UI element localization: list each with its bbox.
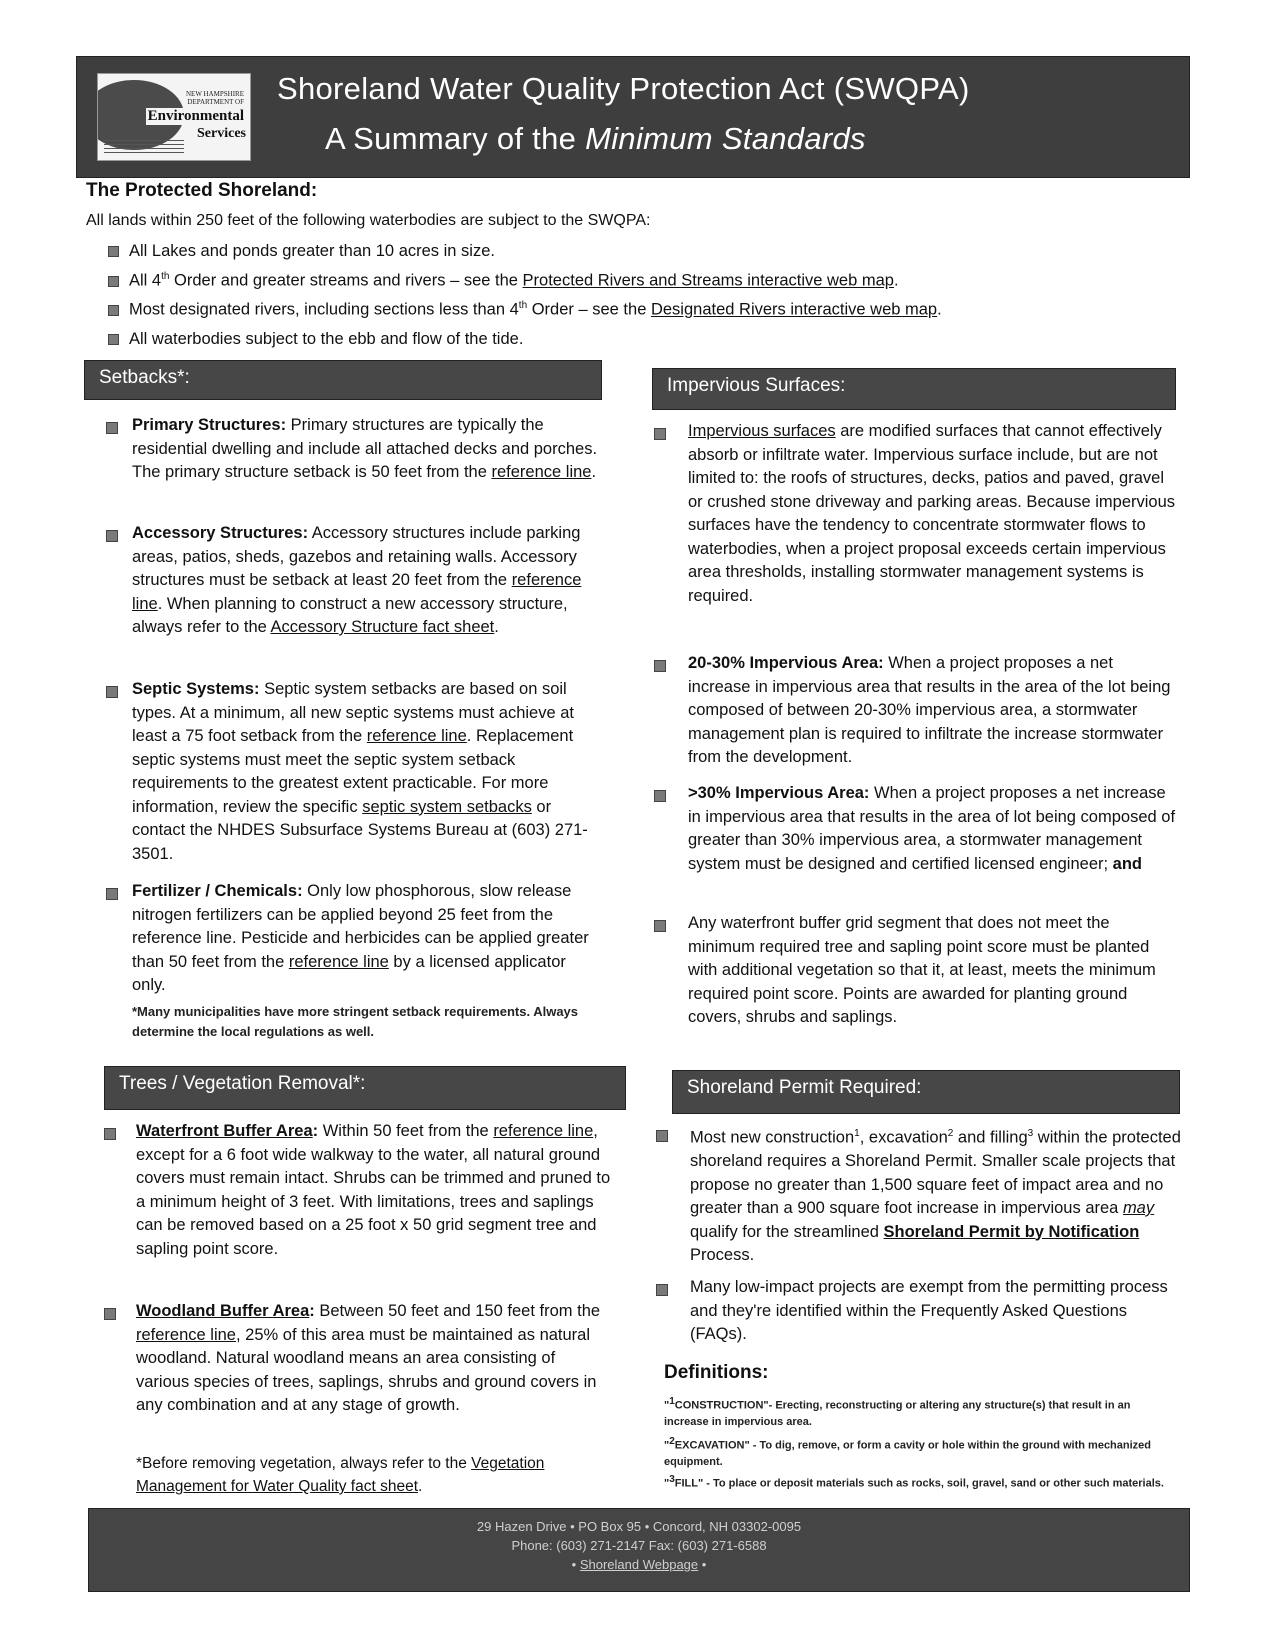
body-text: *Before removing vegetation, always refer to the bbox=[136, 1455, 472, 1472]
def-quote: " bbox=[664, 1399, 670, 1412]
superscript: 2 bbox=[947, 1128, 954, 1139]
impervious-over-30-paragraph bbox=[688, 782, 1178, 876]
body-text: Only low phosphorous, slow release nitrogen fertilizers can be applied beyond 25 feet from the reference line. Pesticide and herbicides can be applied greater than 50 feet from the bbox=[132, 882, 589, 971]
setbacks-footnote: *Many municipalities have more stringent setback requirements. Always determine the local regulations as well. bbox=[132, 1004, 579, 1039]
term-label: Primary Structures: bbox=[132, 416, 287, 434]
bullet-icon bbox=[654, 660, 666, 672]
designated-rivers-map-link[interactable]: Designated Rivers interactive web map bbox=[650, 300, 938, 319]
title-line2 bbox=[325, 121, 1125, 157]
footer-address: 29 Hazen Drive • PO Box 95 • Concord, NH 03302-0095 bbox=[476, 1519, 802, 1534]
body-text: , except for a 6 foot wide walkway to the water, all natural ground covers must remain intact. Shrubs can be trimmed and pruned to a minimum height of 3 feet. With limitations, trees and saplings can be removed based on a 25 foot x 50 grid segment tree and sapling point score. bbox=[136, 1122, 611, 1258]
shoreland-permit-section-header: Shoreland Permit Required: bbox=[672, 1070, 1180, 1114]
bullet-icon bbox=[106, 530, 118, 542]
header-banner bbox=[76, 56, 1190, 178]
waterfront-buffer-area-link[interactable]: Waterfront Buffer Area bbox=[136, 1122, 313, 1140]
protected-rivers-map-link[interactable]: Protected Rivers and Streams interactive web map bbox=[522, 271, 894, 290]
impervious-surfaces-link[interactable]: Impervious surfaces bbox=[688, 422, 836, 440]
item-text: All waterbodies subject to the ebb and flow of the tide. bbox=[129, 330, 524, 348]
reference-line-link[interactable]: reference line bbox=[491, 463, 592, 481]
protected-shoreland-heading: The Protected Shoreland: bbox=[86, 180, 318, 201]
impervious-surfaces-section-header: Impervious Surfaces: bbox=[652, 368, 1176, 410]
bullet-icon bbox=[108, 246, 119, 257]
primary-structures-paragraph bbox=[132, 414, 602, 485]
body-text: are modified surfaces that cannot effectively absorb or infiltrate water. Impervious surface include, but are not limited to: the roofs of structures, decks, patios and paved, gravel or crushed stone driveway and parking areas. Because impervious surfaces have the tendency to concentrate stormwater flows to waterbodies, when a project proposal exceeds certain impervious area thresholds, installing stormwater management systems is required. bbox=[688, 422, 1176, 605]
reference-line-link[interactable]: reference line bbox=[288, 952, 389, 971]
list-item bbox=[108, 300, 1108, 320]
term-colon: : bbox=[312, 1122, 319, 1140]
waterfront-buffer-paragraph bbox=[136, 1120, 612, 1261]
protected-shoreland-intro: All lands within 250 feet of the following waterbodies are subject to the SWQPA: bbox=[86, 212, 651, 229]
body-text: . bbox=[494, 618, 499, 636]
body-text: Most new construction bbox=[690, 1128, 855, 1147]
list-item bbox=[108, 242, 1108, 261]
footer-link-row bbox=[89, 1555, 1189, 1574]
term-colon: : bbox=[309, 1302, 315, 1320]
shoreland-webpage-link[interactable]: Shoreland Webpage bbox=[579, 1557, 699, 1572]
trees-vegetation-section-header: Trees / Vegetation Removal*: bbox=[104, 1066, 626, 1110]
bullet-icon bbox=[654, 428, 666, 440]
reference-line-link[interactable]: reference line bbox=[136, 1325, 236, 1344]
footer-phone: Phone: (603) 271-2147 Fax: (603) 271-6588 bbox=[511, 1538, 767, 1553]
body-text: Within 50 feet from the bbox=[318, 1122, 494, 1140]
term-label: Septic Systems: bbox=[132, 680, 260, 698]
bullet-icon bbox=[108, 276, 119, 287]
definition-fill bbox=[664, 1472, 1174, 1492]
vegetation-footnote bbox=[136, 1452, 606, 1498]
body-text: qualify for the streamlined bbox=[690, 1222, 884, 1241]
item-text: Order – see the bbox=[527, 300, 651, 319]
body-text: , 25% of this area must be maintained as natural woodland. Natural woodland means an area consisting of various species of trees, saplings, shrubs and ground covers in any combination and at any stage of growth. bbox=[136, 1325, 597, 1414]
septic-systems-paragraph bbox=[132, 678, 602, 866]
def-quote: " bbox=[664, 1439, 670, 1452]
def-text: - To place or deposit materials such as rocks, soil, gravel, sand or other such materials. bbox=[703, 1477, 1164, 1490]
item-text: Most designated rivers, including sections less than 4 bbox=[129, 300, 519, 319]
footer-bullet: • bbox=[571, 1557, 580, 1572]
def-text: - To dig, remove, or form a cavity or hole within the ground with mechanized equipment. bbox=[664, 1439, 1152, 1469]
superscript: 1 bbox=[669, 1396, 675, 1407]
def-text: - Erecting, reconstructing or altering any structure(s) that result in an increase in impervious area. bbox=[664, 1399, 1131, 1429]
list-item bbox=[108, 271, 1108, 291]
body-text: within the protected shoreland requires a Shoreland Permit. Smaller scale projects that propose no greater than 1,500 square feet of impact area and no greater than a 900 square foot increase in impervious area bbox=[690, 1128, 1181, 1217]
bullet-icon bbox=[656, 1130, 668, 1142]
term-label: 20-30% Impervious Area: bbox=[688, 654, 884, 672]
body-text: . bbox=[591, 463, 597, 481]
term-label: >30% Impervious Area: bbox=[688, 784, 870, 802]
body-text: Process. bbox=[690, 1246, 755, 1264]
permit-by-notification-link[interactable]: Shoreland Permit by Notification bbox=[883, 1222, 1140, 1241]
list-item bbox=[108, 330, 1108, 349]
accessory-structures-paragraph bbox=[132, 522, 602, 640]
septic-system-setbacks-link[interactable]: septic system setbacks bbox=[362, 797, 532, 816]
def-term: EXCAVATION" bbox=[674, 1439, 750, 1452]
bullet-icon bbox=[106, 888, 118, 900]
reference-line-link[interactable]: reference line bbox=[366, 727, 467, 745]
woodland-buffer-paragraph bbox=[136, 1300, 612, 1418]
title-line2-italic: Minimum Standards bbox=[585, 121, 866, 156]
fertilizer-chemicals-paragraph bbox=[132, 880, 602, 998]
impervious-20-30-paragraph bbox=[688, 652, 1178, 770]
woodland-buffer-area-link[interactable]: Woodland Buffer Area bbox=[136, 1302, 310, 1320]
bullet-icon bbox=[106, 686, 118, 698]
bullet-icon bbox=[108, 334, 119, 345]
logo-small-text: NEW HAMPSHIRE DEPARTMENT OF bbox=[185, 90, 244, 106]
bullet-icon bbox=[104, 1128, 116, 1140]
body-text: Primary structures are typically the residential dwelling and include all attached decks and porches. The primary structure setback is 50 feet from the bbox=[132, 416, 598, 481]
footer-bullet: • bbox=[698, 1557, 707, 1572]
superscript: th bbox=[518, 300, 528, 311]
bullet-icon bbox=[654, 920, 666, 932]
body-text: . bbox=[418, 1478, 423, 1495]
setbacks-section-header: Setbacks*: bbox=[84, 360, 602, 400]
logo-line1: Environmental bbox=[147, 108, 244, 124]
definition-excavation bbox=[664, 1434, 1174, 1471]
title-line1: Shoreland Water Quality Protection Act (SWQPA) bbox=[277, 71, 970, 106]
item-text: All 4 bbox=[129, 271, 162, 290]
buffer-grid-paragraph: Any waterfront buffer grid segment that does not meet the minimum required tree and sapling point score must be planted with additional vegetation so that it, at least, meets the minimum required point score. Points are awarded for planting ground covers, shrubs and saplings. bbox=[688, 914, 1156, 1026]
superscript: th bbox=[161, 271, 170, 282]
vegetation-management-fact-sheet-link[interactable]: Vegetation Management for Water Quality fact sheet bbox=[136, 1455, 545, 1495]
superscript: 3 bbox=[669, 1474, 675, 1485]
term-label: Accessory Structures: bbox=[132, 524, 309, 542]
bullet-icon bbox=[106, 422, 118, 434]
reference-line-link[interactable]: reference line bbox=[132, 571, 582, 613]
title-line2-prefix: A Summary of the bbox=[325, 121, 586, 156]
reference-line-link[interactable]: reference line bbox=[493, 1122, 594, 1140]
body-text: or contact the NHDES Subsurface Systems Bureau at (603) 271-3501. bbox=[132, 797, 588, 863]
item-text: . bbox=[893, 271, 899, 290]
item-text: All Lakes and ponds greater than 10 acres in size. bbox=[129, 242, 495, 260]
definition-construction bbox=[664, 1394, 1174, 1431]
term-label: and bbox=[1112, 854, 1143, 873]
body-text: When a project proposes a net increase in impervious area that results in the area of lot being composed of greater than 30% impervious area, a stormwater management system must be designed and certified licensed engineer; bbox=[688, 784, 1176, 873]
superscript: 1 bbox=[854, 1128, 860, 1139]
item-text: Order and greater streams and rivers – see the bbox=[169, 271, 523, 290]
body-text: When a project proposes a net increase in impervious area that results in the area of the lot being composed of between 20-30% impervious area, a stormwater management plan is required to infiltrate the increase stormwater from the development. bbox=[688, 654, 1171, 766]
bullet-icon bbox=[656, 1284, 668, 1296]
accessory-structure-fact-sheet-link[interactable]: Accessory Structure fact sheet bbox=[270, 618, 495, 636]
logo-line2: Services bbox=[197, 126, 246, 141]
body-text: and filling bbox=[953, 1128, 1028, 1147]
body-text: Septic system setbacks are based on soil types. At a minimum, all new septic systems must achieve at least a 75 foot setback from the bbox=[132, 680, 574, 745]
body-text: Between 50 feet and 150 feet from the bbox=[314, 1302, 601, 1320]
term-label: Fertilizer / Chemicals: bbox=[132, 882, 303, 900]
def-quote: " bbox=[664, 1477, 670, 1490]
low-impact-exemption-paragraph: Many low-impact projects are exempt from the permitting process and they're identified within the Frequently Asked Questions (FAQs). bbox=[690, 1278, 1168, 1343]
emphasis-text: may bbox=[1122, 1199, 1155, 1217]
body-text: by a licensed applicator only. bbox=[132, 952, 566, 994]
footer-bar bbox=[88, 1508, 1190, 1592]
bullet-icon bbox=[108, 305, 119, 316]
body-text: . When planning to construct a new accessory structure, always refer to the bbox=[132, 594, 568, 636]
body-text: Accessory structures include parking areas, patios, sheds, gazebos and retaining walls. Accessory structures must be setback at least 20 feet from the bbox=[132, 524, 581, 589]
def-term: CONSTRUCTION" bbox=[674, 1399, 769, 1412]
bullet-icon bbox=[654, 790, 666, 802]
logo-waves-graphic bbox=[104, 140, 184, 154]
item-text: . bbox=[937, 300, 942, 319]
body-text: , excavation bbox=[859, 1128, 948, 1147]
superscript: 3 bbox=[1027, 1128, 1034, 1139]
def-term: FILL" bbox=[674, 1477, 704, 1490]
impervious-intro-paragraph bbox=[688, 420, 1178, 608]
permit-requirement-paragraph bbox=[690, 1122, 1182, 1268]
body-text: . Replacement septic systems must meet the septic system setback requirements to the greatest extent practicable. For more information, review the specific bbox=[132, 727, 574, 816]
nhdes-logo bbox=[97, 73, 251, 161]
bullet-icon bbox=[104, 1308, 116, 1320]
superscript: 2 bbox=[669, 1436, 675, 1447]
definitions-heading: Definitions: bbox=[664, 1362, 769, 1383]
